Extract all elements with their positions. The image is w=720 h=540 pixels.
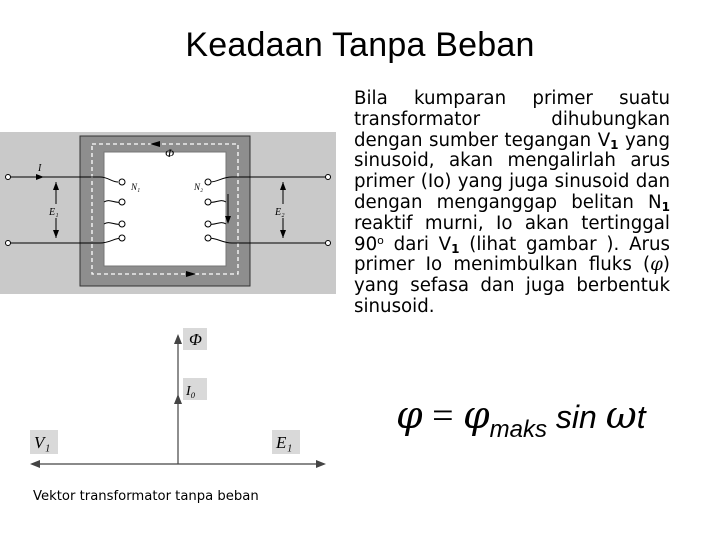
phasor-diagram	[28, 320, 328, 470]
v1-phasor-label: V₁	[34, 433, 51, 452]
flux-formula	[396, 393, 646, 444]
e1-phasor-label: E₁	[276, 433, 293, 452]
slide-title: Keadaan Tanpa Beban	[185, 26, 535, 64]
core-window	[104, 152, 226, 266]
n1-label: N₁	[131, 182, 141, 192]
arrow-head-icon	[174, 394, 182, 404]
subscript: 1	[451, 241, 460, 256]
formula-subscript: maks	[489, 416, 547, 443]
terminal-icon	[326, 241, 331, 246]
text-run: reaktif murni, Io akan tertinggal 90	[354, 212, 670, 255]
arrow-head-icon	[316, 460, 326, 468]
figure-caption: Vektor transformator tanpa beban	[33, 489, 259, 504]
omega-symbol: ω	[605, 393, 637, 437]
terminal-icon	[6, 175, 11, 180]
arrow-head-icon	[30, 460, 40, 468]
text-run: Bila kumparan primer suatu transformator dihubungkan dengan sumber tegangan V	[354, 88, 670, 151]
coil-turn-icon	[119, 221, 125, 227]
terminal-icon	[6, 241, 11, 246]
transformer-diagram	[0, 132, 336, 294]
time-variable: t	[636, 399, 646, 435]
flux-label: Φ	[165, 146, 175, 160]
text-run: yang sinusoid, akan mengalirlah arus primer (Io) yang juga sinusoid dan dengan menganggap belitan N	[354, 129, 671, 213]
flux-phasor-label: Φ	[189, 330, 202, 349]
phi-symbol: φ	[463, 393, 490, 437]
n2-label: N₂	[194, 182, 204, 192]
subscript: 1	[661, 199, 670, 214]
phi-symbol: φ	[650, 254, 663, 276]
text-run: dari V	[383, 233, 452, 255]
current-label: I	[38, 163, 42, 174]
current-phasor-label: I₀	[186, 384, 196, 399]
subscript: 1	[610, 137, 619, 152]
coil-turn-icon	[205, 179, 211, 185]
terminal-icon	[326, 175, 331, 180]
coil-turn-icon	[119, 179, 125, 185]
phi-symbol: φ	[396, 393, 423, 437]
coil-turn-icon	[205, 221, 211, 227]
equals-sign: =	[422, 395, 464, 437]
description-paragraph	[354, 89, 670, 318]
arrow-head-icon	[174, 334, 182, 344]
text-run: (lihat gambar ). Arus primer Io menimbulkan fluks (	[354, 233, 670, 276]
coil-turn-icon	[119, 199, 125, 205]
e1-label: E₁	[49, 207, 59, 218]
e2-label: E₂	[275, 207, 285, 218]
superscript: o	[377, 233, 384, 247]
coil-turn-icon	[205, 235, 211, 241]
sin-function: sin	[547, 399, 606, 435]
coil-turn-icon	[119, 235, 125, 241]
coil-turn-icon	[205, 199, 211, 205]
text-run: ) yang sefasa dan juga berbentuk sinusoid.	[354, 254, 670, 317]
